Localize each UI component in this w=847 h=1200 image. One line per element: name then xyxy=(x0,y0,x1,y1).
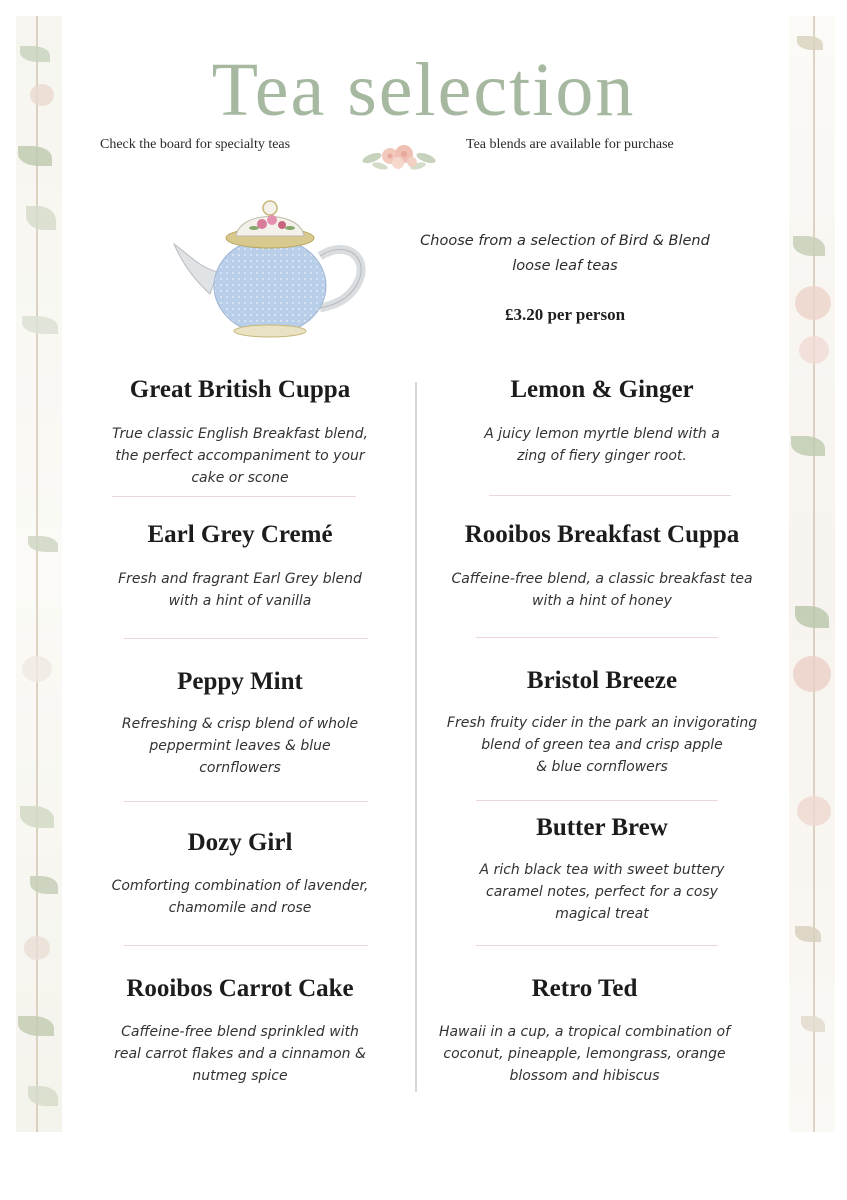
tea-name: Bristol Breeze xyxy=(526,667,678,694)
tea-name: Retro Ted xyxy=(531,975,638,1002)
floral-border-right xyxy=(789,16,835,1132)
tea-item xyxy=(432,520,772,612)
intro-text: Choose from a selection of Bird & Blend loose leaf teas xyxy=(420,233,710,274)
item-separator xyxy=(476,945,718,946)
tea-item xyxy=(90,667,390,779)
price-per-person: £3.20 per person xyxy=(504,305,626,324)
page-title: Tea selection xyxy=(211,48,636,132)
tea-item xyxy=(432,375,772,467)
tea-description: Comforting combination of lavender, chamomile and rose xyxy=(111,878,369,916)
floral-border-left xyxy=(16,16,62,1132)
tea-name: Peppy Mint xyxy=(177,668,303,695)
tea-item xyxy=(412,974,757,1087)
specialty-note: Check the board for specialty teas xyxy=(100,137,291,152)
tea-item xyxy=(90,974,390,1087)
tea-description: Caffeine-free blend, a classic breakfast tea with a hint of honey xyxy=(451,571,753,609)
tea-description: A rich black tea with sweet buttery caramel notes, perfect for a cosy magical treat xyxy=(479,862,725,922)
purchase-note: Tea blends are available for purchase xyxy=(466,137,674,152)
tea-name: Rooibos Carrot Cake xyxy=(126,975,354,1002)
item-separator xyxy=(476,800,718,801)
tea-description: Hawaii in a cup, a tropical combination of coconut, pineapple, lemongrass, orange blossom and hibiscus xyxy=(438,1024,731,1084)
tea-item xyxy=(90,520,390,612)
tea-description: Fresh fruity cider in the park an invigorating blend of green tea and crisp apple & blue cornflowers xyxy=(446,715,758,775)
item-separator xyxy=(124,801,368,802)
tea-item xyxy=(90,375,390,489)
item-separator xyxy=(124,638,368,639)
teapot-icon xyxy=(170,198,370,343)
item-separator xyxy=(112,496,356,497)
tea-name: Lemon & Ginger xyxy=(510,376,694,403)
tea-description: True classic English Breakfast blend, the perfect accompaniment to your cake or scone xyxy=(112,426,368,486)
tea-description: A juicy lemon myrtle blend with a zing of fiery ginger root. xyxy=(484,426,720,464)
tea-description: Fresh and fragrant Earl Grey blend with a hint of vanilla xyxy=(118,571,362,609)
tea-description: Caffeine-free blend sprinkled with real carrot flakes and a cinnamon & nutmeg spice xyxy=(114,1024,366,1084)
tea-name: Rooibos Breakfast Cuppa xyxy=(464,521,740,548)
tea-item xyxy=(432,813,772,925)
item-separator xyxy=(489,495,731,496)
tea-name: Dozy Girl xyxy=(187,829,293,856)
tea-name: Butter Brew xyxy=(536,814,668,841)
item-separator xyxy=(476,637,718,638)
tea-item xyxy=(90,828,390,919)
item-separator xyxy=(124,945,368,946)
tea-name: Earl Grey Cremé xyxy=(147,521,333,548)
floral-spray-icon xyxy=(360,136,438,176)
tea-name: Great British Cuppa xyxy=(129,376,351,403)
tea-description: Refreshing & crisp blend of whole peppermint leaves & blue cornflowers xyxy=(121,716,359,776)
tea-item xyxy=(432,666,772,778)
